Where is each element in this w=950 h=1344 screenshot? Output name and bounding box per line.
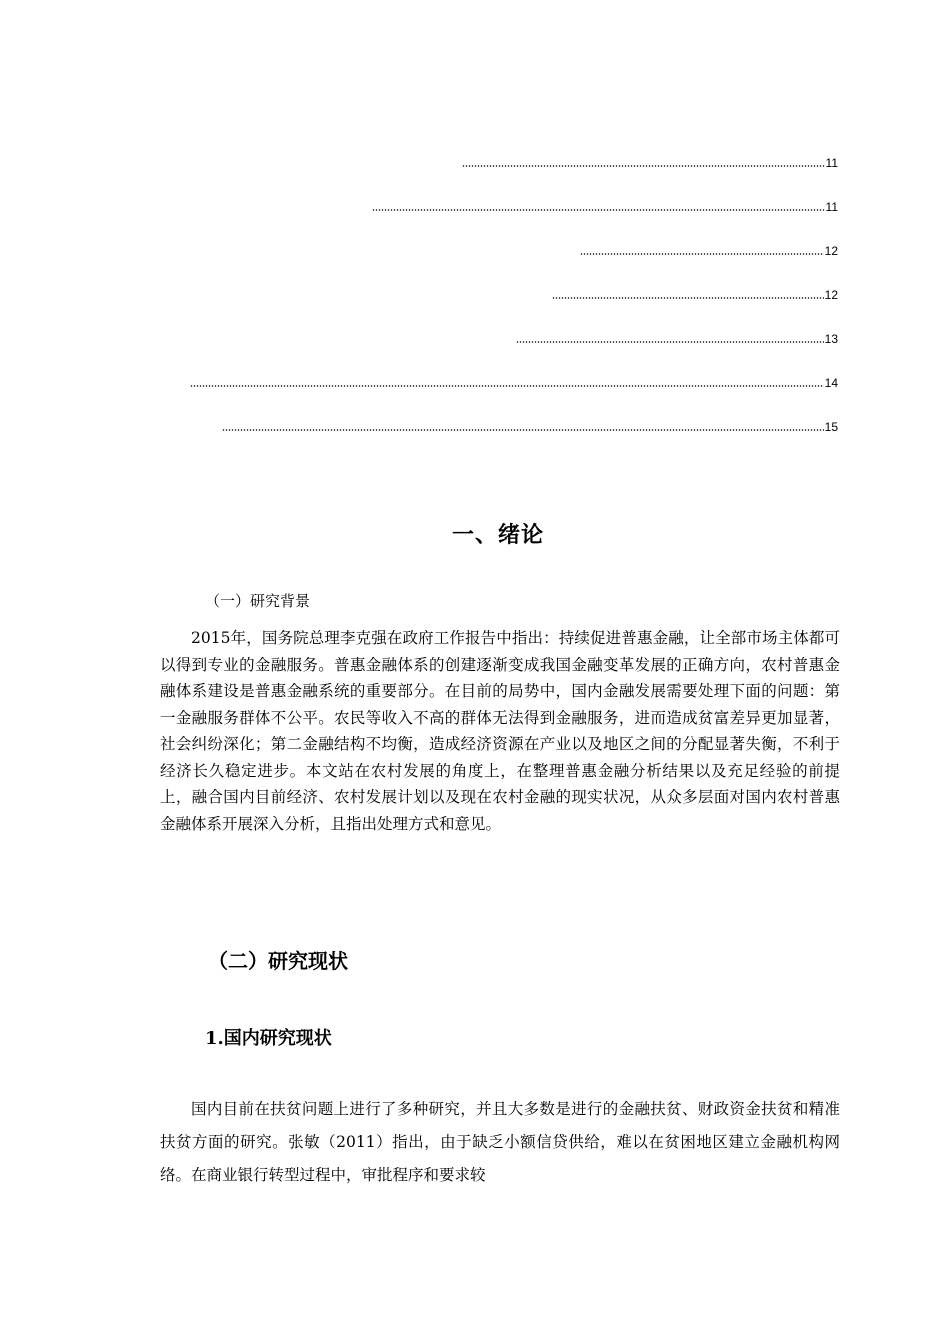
toc-page-number: 14: [824, 376, 838, 390]
toc-entry[interactable]: [516, 330, 838, 346]
toc-page-number: 12: [824, 244, 838, 258]
toc-page-number: 11: [825, 200, 838, 214]
toc-page-number: 12: [824, 288, 838, 302]
status-paragraph: 国内目前在扶贫问题上进行了多种研究，并且大多数是进行的金融扶贫、财政资金扶贫和精准扶贫方面的研究。张敏（2011）指出，由于缺乏小额信贷供给，难以在贫困地区建立金融机构网络。在商业银行转型过程中，审批程序和要求较: [160, 1100, 840, 1184]
toc-entry[interactable]: [222, 418, 838, 434]
section-title: （二）研究现状: [208, 949, 348, 973]
toc-entry[interactable]: [462, 154, 838, 170]
toc-entry[interactable]: [580, 242, 838, 258]
toc-entry[interactable]: [552, 286, 838, 302]
background-paragraph: 2015年，国务院总理李克强在政府工作报告中指出：持续促进普惠金融，让全部市场主体都可以得到专业的金融服务。普惠金融体系的创建逐渐变成我国金融变革发展的正确方向，农村普惠金融体系建设是普惠金融系统的重要部分。在目前的局势中，国内金融发展需要处理下面的问题：第一金融服务群体不公平。农民等收入不高的群体无法得到金融服务，进而造成贫富差异更加显著，社会纠纷深化；第二金融结构不均衡，造成经济资源在产业以及地区之间的分配显著失衡，不利于经济长久稳定进步。本文站在农村发展的角度上，在整理普惠金融分析结果以及充足经验的前提上，融合国内目前经济、农村发展计划以及现在农村金融的现实状况，从众多层面对国内农村普惠金融体系开展深入分析，且指出处理方式和意见。: [160, 629, 840, 833]
chapter-title: 一、绪论: [451, 522, 544, 548]
background-heading: （一）研究背景: [205, 592, 311, 610]
toc-leader-dots: [552, 297, 824, 299]
toc-leader-dots: [190, 385, 824, 387]
subsection-title: 1.国内研究现状: [205, 1028, 332, 1049]
toc-leader-dots: [462, 165, 825, 167]
toc-leader-dots: [222, 429, 824, 431]
toc-leader-dots: [516, 341, 824, 343]
toc-page-number: 15: [824, 420, 838, 434]
toc-page-number: 13: [824, 332, 838, 346]
toc-leader-dots: [372, 209, 825, 211]
toc-entry[interactable]: [190, 374, 838, 390]
toc-leader-dots: [580, 253, 824, 255]
toc-page-number: 11: [825, 156, 838, 170]
toc-entry[interactable]: [372, 198, 838, 214]
